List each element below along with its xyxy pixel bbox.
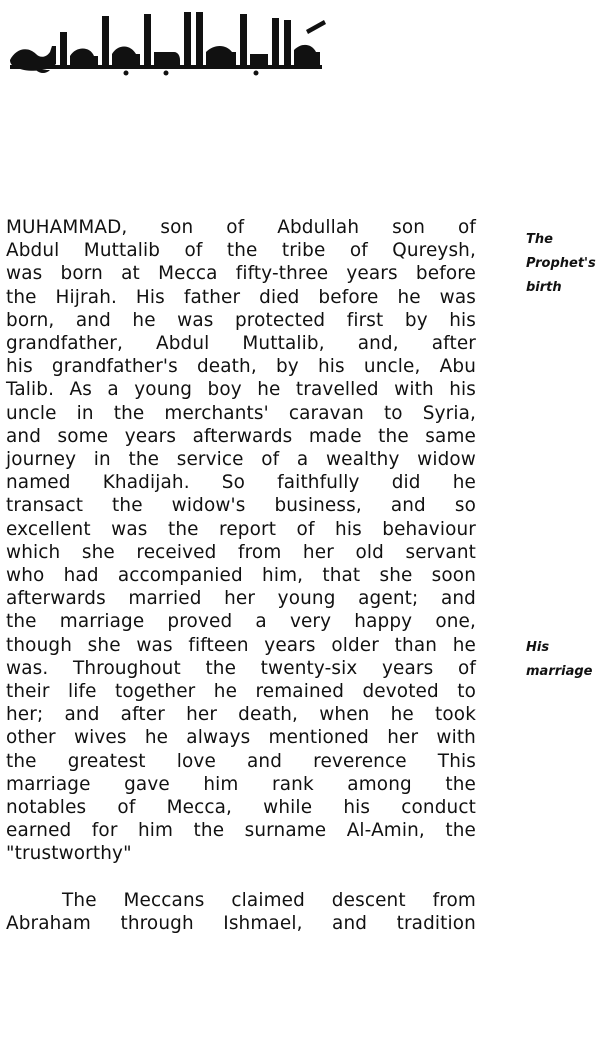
margin-note-his-marriage — [526, 636, 593, 684]
text-line: transact the widow's business, and so — [6, 495, 476, 517]
text-line: was born at Mecca fifty-three years before — [6, 263, 476, 285]
paragraph-2 — [6, 889, 476, 935]
text-line: The Meccans claimed descent from — [62, 889, 476, 911]
text-line: afterwards married her young agent; and — [6, 588, 476, 610]
text-line: the greatest love and reverence This — [6, 750, 476, 772]
text-line: notables of Mecca, while his conduct — [6, 797, 476, 819]
text-line: journey in the service of a wealthy widow — [6, 449, 476, 471]
text-line: "trustworthy" — [6, 843, 132, 865]
text-line: earned for him the surname Al-Amin, the — [6, 820, 476, 842]
margin-note-line: The — [526, 232, 553, 247]
text-line: and some years afterwards made the same — [6, 425, 476, 447]
text-line: his grandfather's death, by his uncle, Abu — [6, 356, 476, 378]
text-line: the Hijrah. His father died before he was — [6, 286, 476, 308]
body-text — [6, 216, 476, 935]
text-line: other wives he always mentioned her with — [6, 727, 476, 749]
text-line: excellent was the report of his behaviour — [6, 518, 476, 540]
margin-note-line: marriage — [526, 664, 593, 679]
text-line: was. Throughout the twenty-six years of — [6, 657, 476, 679]
text-line: her; and after her death, when he took — [6, 704, 476, 726]
text-line: Talib. As a young boy he travelled with his — [6, 379, 476, 401]
text-line: the marriage proved a very happy one, — [6, 611, 476, 633]
margin-note-line: birth — [526, 280, 562, 295]
text-line: born, and he was protected first by his — [6, 309, 476, 331]
text-line: Abdul Muttalib of the tribe of Qureysh, — [6, 240, 476, 262]
margin-note-line: Prophet's — [526, 256, 596, 271]
text-line: their life together he remained devoted to — [6, 681, 476, 703]
text-line: marriage gave him rank among the — [6, 773, 476, 795]
paragraph-1 — [6, 216, 476, 866]
text-line: though she was fifteen years older than he — [6, 634, 476, 656]
margin-note-line: His — [526, 640, 550, 655]
text-line: named Khadijah. So faithfully did he — [6, 472, 476, 494]
text-line: who had accompanied him, that she soon — [6, 565, 476, 587]
text-line: grandfather, Abdul Muttalib, and, after — [6, 333, 476, 355]
text-line: which she received from her old servant — [6, 541, 476, 563]
margin-note-prophets-birth — [526, 228, 596, 300]
text-line: Abraham through Ishmael, and tradition — [6, 912, 476, 934]
arabic-basmala-calligraphy-icon — [6, 10, 328, 76]
paragraph-gap — [6, 866, 476, 889]
text-line: uncle in the merchants' caravan to Syria, — [6, 402, 476, 424]
text-line: MUHAMMAD, son of Abdullah son of — [6, 217, 476, 238]
